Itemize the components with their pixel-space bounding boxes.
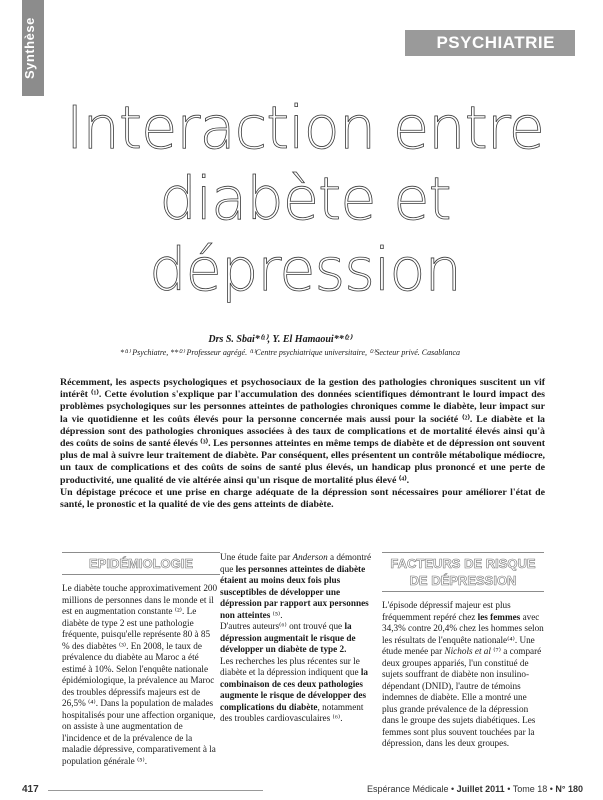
journal-info: Espérance Médicale • Juillet 2011 • Tome 18 • N° 180 (366, 784, 583, 794)
article-title (60, 92, 550, 305)
section-tab (22, 0, 44, 96)
text-run: a démontré que (220, 552, 372, 574)
text-run: , notamment des troubles cardiovasculaires ⁽⁶⁾. (220, 701, 364, 723)
tome: Tome 18 (512, 784, 548, 794)
abstract-paragraph: Un dépistage précoce et une prise en charge adéquate de la dépression sont nécessaires pour améliorer l'état de santé, le pronostic et la qualité de vie des gens atteints de diabète. (60, 486, 545, 511)
section-tab-label: Synthèse (22, 17, 37, 79)
text-run: ⁽⁷⁾ a comparé deux groupes appariés, l'un constitué de sujets souffrant de diabète non insulino-dépendant (DNID), l'autre de témoins indemnes de diabète. Elle a montré une plus grande prévalence de la dépression dans le groupe des sujets diabétiques. Les femmes sont plus souvent touchées par la dépression, dans les deux groupes. (382, 646, 542, 748)
journal-name: Espérance Médicale (366, 784, 449, 794)
body-paragraph (220, 656, 376, 725)
issue-date: Juillet 2011 (456, 784, 505, 794)
author-name: Nichols et al (444, 646, 491, 656)
title-line-1: Interaction entre (66, 93, 544, 162)
column-middle (220, 552, 376, 725)
body-text: Le diabète touche approximativement 200 millions de personnes dans le monde et il est en augmentation constante ⁽²⁾. Le diabète de type 2 est une pathologie fréquente, puisqu'elle représente 80 à 85 % des diabètes ⁽³⁾. En 2008, le taux de prévalence du diabète au Maroc a été estimé à 10%. Selon l'enquête nationale épidémiologique, la prévalence au Maroc des troubles dépressifs majeurs est de 26,5% ⁽⁴⁾. Dans la population de malades hospitalisés pour une affection organique, on assiste à une augmentation de l'incidence et de la prévalence de la maladie dépressive, comparativement à la population générale ⁽⁵⁾. (62, 583, 218, 766)
section-heading: EPIDÉMIOLOGIE (62, 552, 220, 575)
text-run: D'autres auteurs⁽⁶⁾ ont trouvé que (220, 621, 345, 631)
rubric-label: PSYCHIATRIE (436, 33, 555, 52)
emphasis: la combinaison de ces deux pathologies augmente le risque de développer des complications du diabète (220, 667, 368, 712)
body-paragraph (220, 552, 376, 621)
author-name: Anderson (292, 552, 328, 562)
text-run: L'épisode dépressif majeur est plus fréquemment repéré chez (382, 600, 511, 622)
title-line-2: diabète et (159, 164, 451, 233)
emphasis: la dépression augmentait le risque de développer un diabète de type 2. (220, 621, 356, 654)
column-epidemiologie (62, 552, 220, 767)
footer-rule (48, 790, 263, 791)
text-run: ⁽⁵⁾. (270, 609, 283, 620)
affiliations: *⁽¹⁾ Psychiatre, **⁽²⁾ Professeur agrégé. ⁽¹⁾Centre psychiatrique universitaire, ⁽²⁾Secteur privé. Casablanca (119, 348, 461, 357)
issue-number: N° 180 (555, 784, 583, 794)
page-footer (0, 782, 603, 800)
emphasis: les personnes atteintes de diabète étaient au moins deux fois plus susceptibles de développer une dépression par rapport aux personnes non atteintes (220, 563, 369, 620)
rubric-banner (405, 30, 575, 56)
page-number: 417 (22, 784, 39, 795)
text-run: Une étude faite par (220, 552, 293, 562)
body-paragraph (382, 600, 544, 750)
abstract (60, 377, 545, 511)
title-line-3: dépression (149, 235, 461, 304)
abstract-paragraph: Récemment, les aspects psychologiques et psychosociaux de la gestion des pathologies chroniques suscitent un vif intérêt ⁽¹⁾. Cette évolution s'explique par l'accumulation des données scientifiques démontrant le lourd impact des problèmes psychologiques sur les personnes atteintes de pathologies chroniques comme le diabète, leur impact sur la vie quotidienne et les coûts élevés pour la personne concernée mais aussi pour la société ⁽²⁾. Le diabète et la dépression sont des pathologies chroniques associées à des taux de complications et de mortalité élevés ainsi qu'à des coûts de soins de santé élevés ⁽³⁾. Les personnes atteintes en même temps de diabète et de dépression ont souvent plus de mal à suivre leur traitement de diabète. Par conséquent, elles présentent un contrôle métabolique médiocre, un taux de complications et des coûts de soins de santé plus élevés, un handicap plus prononcé et une perte de productivité, une qualité de vie altérée ainsi qu'un risque de mortalité plus élevé ⁽⁴⁾. (60, 377, 545, 486)
text-run: Les recherches les plus récentes sur le diabète et la dépression indiquent que (220, 655, 361, 677)
emphasis: les femmes (477, 611, 521, 622)
authors: Drs S. Sbai*⁽¹⁾, Y. El Hamaoui**⁽²⁾ (208, 334, 352, 345)
body-paragraph (220, 621, 376, 656)
section-heading: FACTEURS DE RISQUE DE DÉPRESSION (382, 552, 544, 592)
text-run: avec 34,3% contre 20,4% chez les hommes selon les résultats de l'enquête nationale⁽⁴⁾. Une étude menée par (382, 611, 544, 656)
column-facteurs-de-risque (382, 552, 544, 750)
